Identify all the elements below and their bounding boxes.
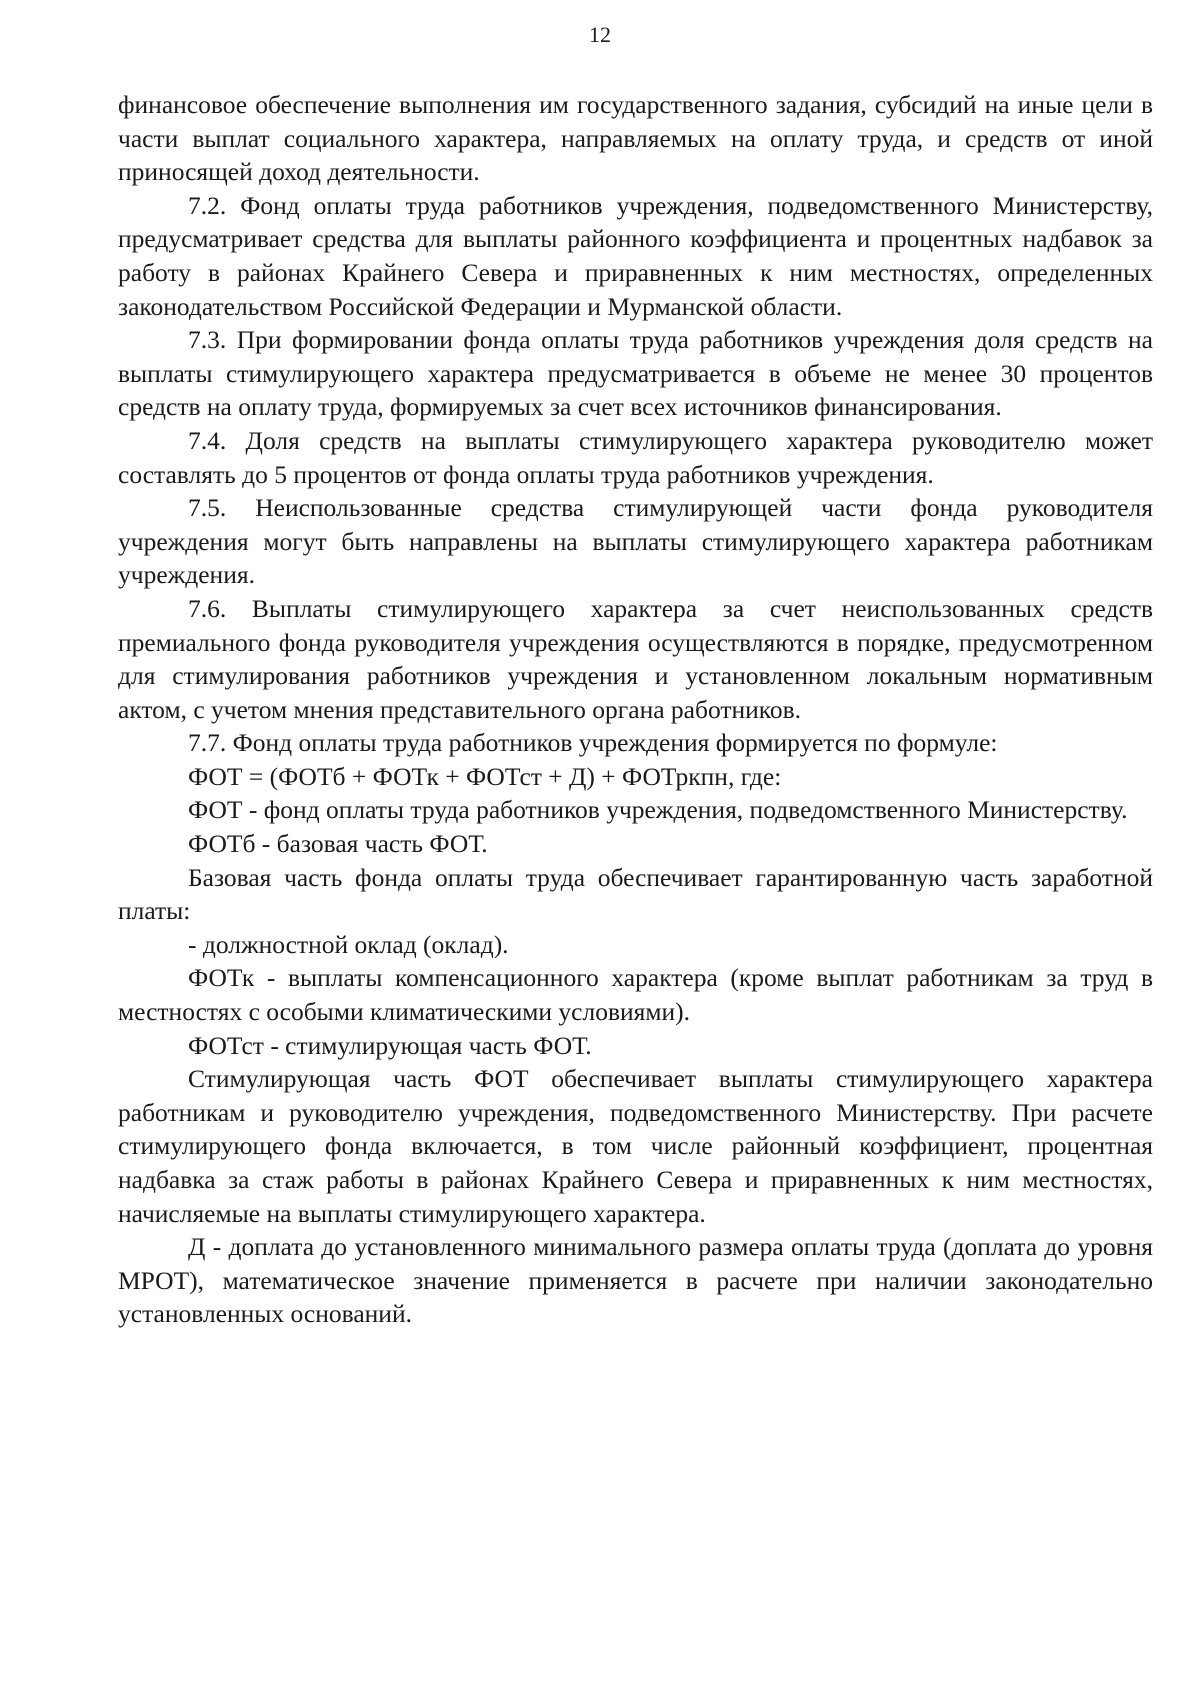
formula-line: ФОТ = (ФОТб + ФОТк + ФОТст + Д) + ФОТркпн, где: — [188, 761, 782, 791]
paragraph-7-6: 7.6. Выплаты стимулирующего характера за счет неиспользованных средств премиального фонда руководителя учреждения осуществляются в порядке, предусмотренном для стимулирования работников учреждения и установленном локальным нормативным актом, с учетом мнения представительного органа работников. — [118, 593, 1153, 724]
paragraph-7-7: 7.7. Фонд оплаты труда работников учреждения формируется по формуле: — [188, 728, 998, 758]
stimulating-part-description: Стимулирующая часть ФОТ обеспечивает выплаты стимулирующего характера работникам и руководителю учреждения, подведомственного Министерству. При расчете стимулирующего фонда включается, в том числе районный коэффициент, процентная надбавка за стаж работы в районах Крайнего Севера и приравненных к ним местностях, начисляемые на выплаты стимулирующего характера. — [118, 1064, 1153, 1228]
definition-fotk: ФОТк - выплаты компенсационного характера (кроме выплат работникам за труд в местностях с особыми климатическими условиями). — [118, 963, 1153, 1027]
definition-fotst: ФОТст - стимулирующая часть ФОТ. — [188, 1030, 592, 1060]
definition-fotb: ФОТб - базовая часть ФОТ. — [188, 829, 488, 859]
document-body — [118, 88, 1153, 1331]
paragraph-continuation: финансовое обеспечение выполнения им государственного задания, субсидий на иные цели в части выплат социального характера, направляемых на оплату труда, и средств от иной приносящей доход деятельности. — [118, 90, 1153, 187]
page-number: 12 — [589, 22, 611, 47]
definition-d: Д - доплата до установленного минимального размера оплаты труда (доплата до уровня МРОТ), математическое значение применяется в расчете при наличии законодательно установленных оснований. — [118, 1232, 1153, 1329]
paragraph-7-2: 7.2. Фонд оплаты труда работников учреждения, подведомственного Министерству, предусматривает средства для выплаты районного коэффициента и процентных надбавок за работу в районах Крайнего Севера и приравненных к ним местностях, определенных законодательством Российской Федерации и Мурманской области. — [118, 190, 1153, 321]
paragraph-7-4: 7.4. Доля средств на выплаты стимулирующего характера руководителю может составлять до 5 процентов от фонда оплаты труда работников учреждения. — [118, 425, 1153, 489]
paragraph-7-3: 7.3. При формировании фонда оплаты труда работников учреждения доля средств на выплаты стимулирующего характера предусматривается в объеме не менее 30 процентов средств на оплату труда, формируемых за счет всех источников финансирования. — [118, 325, 1153, 422]
base-part-item: - должностной оклад (оклад). — [188, 929, 509, 959]
definition-fot: ФОТ - фонд оплаты труда работников учреждения, подведомственного Министерству. — [188, 795, 1128, 825]
paragraph-7-5: 7.5. Неиспользованные средства стимулирующей части фонда руководителя учреждения могут быть направлены на выплаты стимулирующего характера работникам учреждения. — [118, 493, 1153, 590]
base-part-description: Базовая часть фонда оплаты труда обеспечивает гарантированную часть заработной платы: — [118, 862, 1153, 926]
